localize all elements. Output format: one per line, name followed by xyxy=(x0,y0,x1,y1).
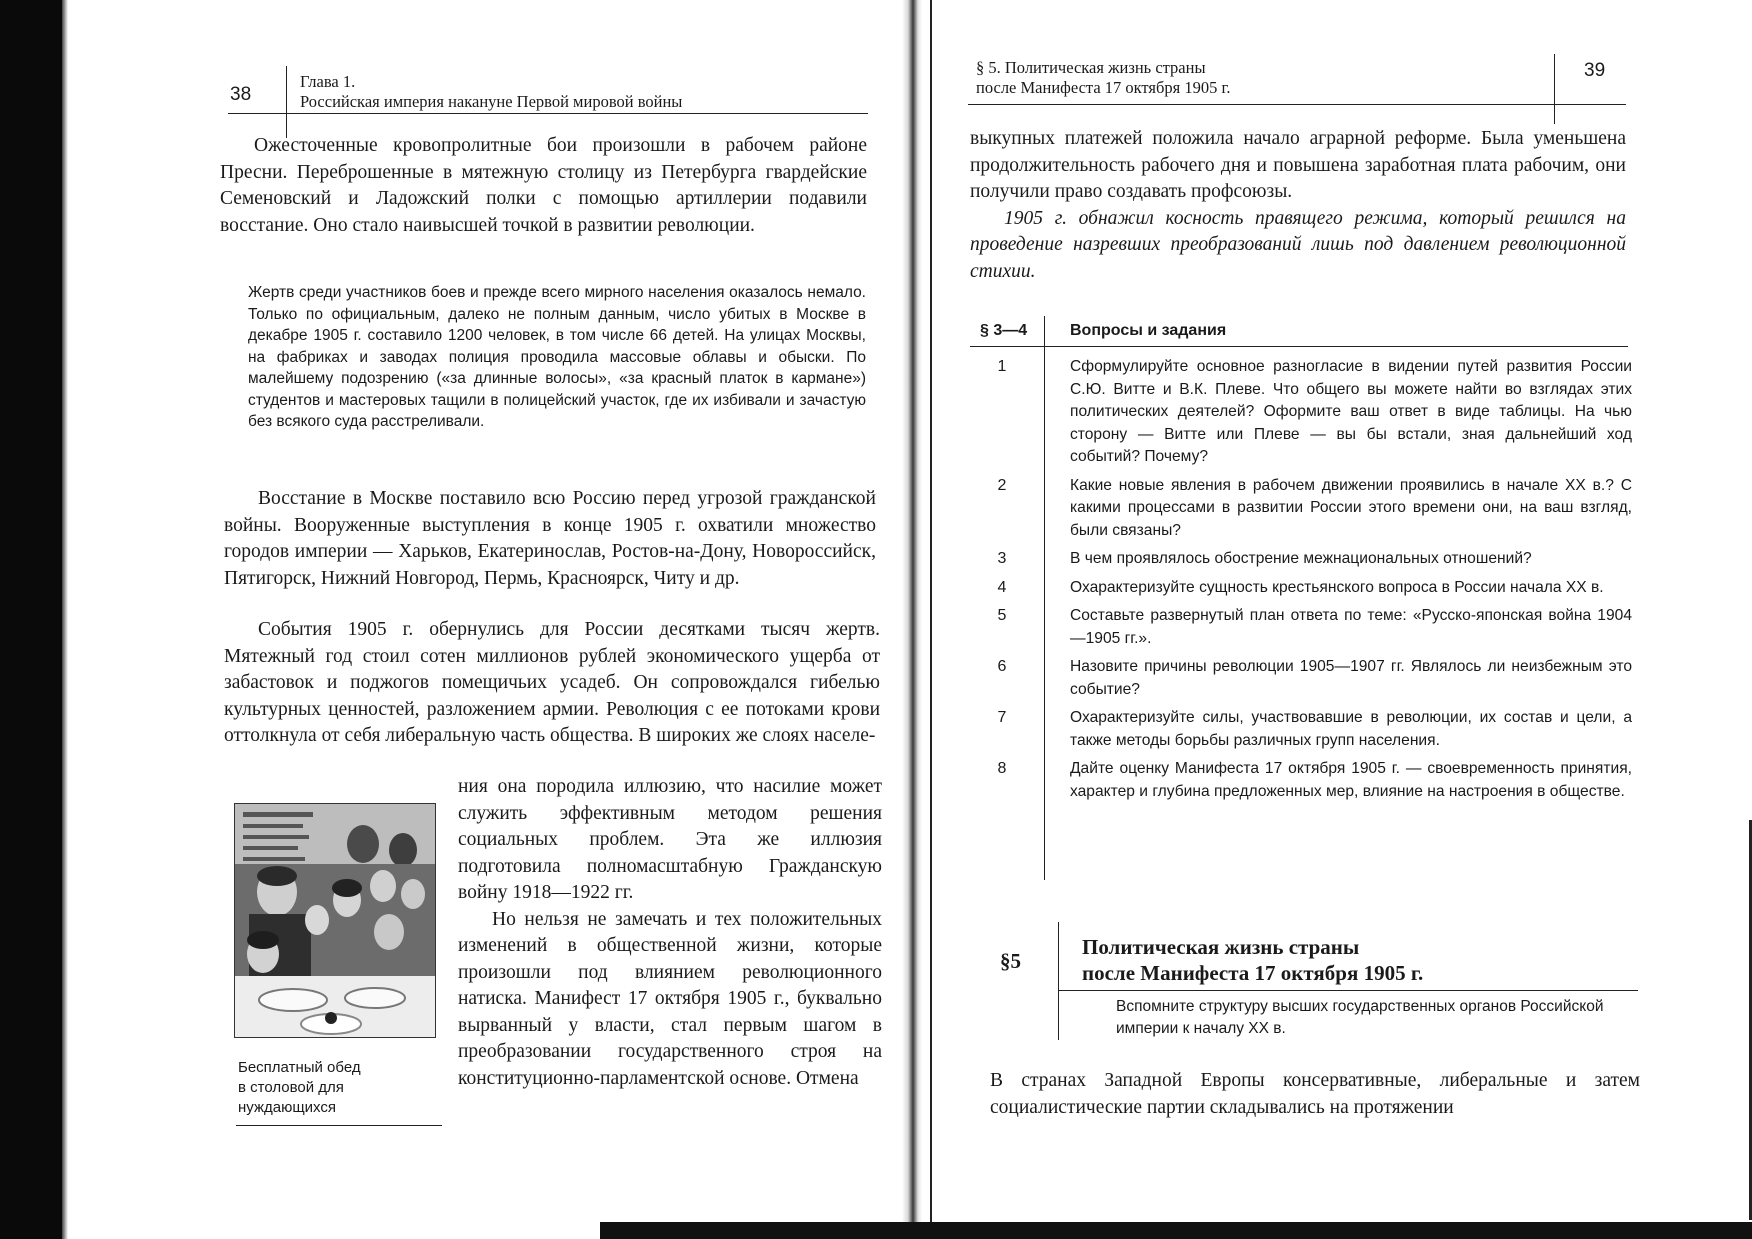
section-column-divider xyxy=(1058,922,1059,1040)
question-number: 3 xyxy=(997,550,1007,567)
right-header-divider xyxy=(1554,54,1555,124)
right-header-line-1: § 5. Политическая жизнь страны xyxy=(976,58,1206,77)
left-small-para: Жертв среди участников боев и прежде всего мирного населения оказалось немало. Только по официальным, далеко не полным данным, число убитых в Москве в декабре 1905 г. составило 1200 человек, в том числе 66 детей. На улицах Москвы, на фабриках и заводах полиция проводила массовые облавы и обыски. По малейшему подозрению («за длинные волосы», «за красный платок в кармане») студентов и мастеровых тащили в полицейский участок, где их избивали и зачастую без всякого суда расстреливали. xyxy=(248,284,866,430)
left-para-2: Восстание в Москве поставило всю Россию перед угрозой гражданской войны. Вооруженные выступления в конце 1905 г. охватили множество городов империи — Харьков, Екатеринослав, Ростов-на-Дону, Новороссийск, Пятигорск, Нижний Новгород, Пермь, Красноярск, Читу и др. xyxy=(224,488,876,589)
book-spine xyxy=(902,0,922,1239)
question-row xyxy=(968,548,1632,571)
right-final-para: В странах Западной Европы консервативные, либеральные и затем социалистические партии складывались на протяжении xyxy=(990,1070,1640,1118)
section-title-line-1: Политическая жизнь страны xyxy=(1082,935,1360,959)
photo-caption-line: в столовой для xyxy=(238,1079,344,1096)
question-text: Составьте развернутый план ответа по теме: «Русско-японская война 1904—1905 гг.». xyxy=(1070,607,1632,647)
question-number: 1 xyxy=(997,358,1007,375)
questions-title: Вопросы и задания xyxy=(1070,322,1227,339)
question-row xyxy=(968,758,1632,803)
left-page-number: 38 xyxy=(230,84,252,105)
questions-table xyxy=(968,322,1632,809)
questions-list xyxy=(968,356,1632,803)
question-text: Охарактеризуйте сущность крестьянского вопроса в России начала XX в. xyxy=(1070,578,1604,596)
question-text: Дайте оценку Манифеста 17 октября 1905 г. — своевременность принятия, характер и глубина предложенных мер, влияние на настроения в обществе. xyxy=(1070,760,1632,800)
question-row xyxy=(968,656,1632,701)
question-number: 7 xyxy=(997,709,1007,726)
photo-caption-line: нуждающихся xyxy=(238,1099,337,1116)
question-number: 2 xyxy=(997,476,1007,494)
left-para-2-block xyxy=(224,486,876,592)
section-title xyxy=(1082,934,1423,986)
question-text: Какие новые явления в рабочем движении проявились в начале XX в.? С какими процессами в развитии России этого времени они, на ваш взгляд, были связаны? xyxy=(1070,476,1632,539)
scan-left-edge xyxy=(0,0,62,1239)
recall-prompt: Вспомните структуру высших государственных органов Российской империи к началу XX в. xyxy=(1116,998,1604,1037)
left-small-para-block xyxy=(248,282,866,433)
question-row xyxy=(968,475,1632,543)
left-running-header xyxy=(300,72,682,112)
questions-header xyxy=(968,322,1632,356)
left-para-3-block xyxy=(224,617,880,750)
section-number: §5 xyxy=(1000,949,1021,973)
question-number: 6 xyxy=(997,658,1007,675)
spine-line xyxy=(930,0,932,1239)
photo-caption-line: Бесплатный обед xyxy=(238,1059,361,1076)
left-para-1: Ожесточенные кровопролитные бои произошли в рабочем районе Пресни. Переброшенные в мятежную столицу из Петербурга гвардейские Семеновский и Ладожский полки с помощью артиллерии подавили восстание. Оно стало наивысшей точкой в развитии революции. xyxy=(220,135,867,236)
question-number: 4 xyxy=(997,578,1007,596)
section-title-line-2: после Манифеста 17 октября 1905 г. xyxy=(1082,961,1424,985)
right-page-number: 39 xyxy=(1584,60,1606,81)
question-text: Охарактеризуйте силы, участвовавшие в революции, их состав и цели, а также методы борьбы различных групп населения. xyxy=(1070,709,1632,749)
left-para-1-block xyxy=(220,133,867,239)
section-title-rule xyxy=(1058,990,1638,991)
question-text: Сформулируйте основное разногласие в видении путей развития России С.Ю. Витте и В.К. Плеве. Что общего вы можете найти во взглядах этих политических деятелей? Оформите ваш ответ в виде таблицы. На чью сторону — Витте или Плеве — вы бы встали, зная дальнейший ход событий? Почему? xyxy=(1070,358,1632,465)
chapter-title: Российская империя накануне Первой мировой войны xyxy=(300,92,683,111)
left-header-divider xyxy=(286,66,287,138)
caption-rule xyxy=(236,1125,442,1126)
chapter-label: Глава 1. xyxy=(300,72,356,91)
soup-kitchen-photo xyxy=(234,803,436,1038)
left-para-4: Но нельзя не замечать и тех положительных изменений в общественной жизни, которые произошли под влиянием революционного натиска. Манифест 17 октября 1905 г., буквально вырванный у власти, стал первым шагом в преобразовании государственного строя на конституционно-парламентской основе. Отмена xyxy=(458,908,882,1089)
left-header-rule xyxy=(228,113,868,114)
question-text: Назовите причины революции 1905—1907 гг. Являлось ли неизбежным это событие? xyxy=(1070,658,1632,698)
left-para-3: События 1905 г. обернулись для России десятками тысяч жертв. Мятежный год стоил сотен миллионов рублей экономического ущерба от забастовок и поджогов помещичьих усадеб. Он сопровождался гибелью культурных ценностей, разложением армии. Революция с ее потоками крови оттолкнула от себя либеральную часть общества. В широких же слоях населе- xyxy=(224,619,880,746)
questions-section-ref: § 3—4 xyxy=(980,322,1028,339)
question-number: 5 xyxy=(997,607,1007,624)
left-para-3-continued: ния она породила иллюзию, что насилие может служить эффективным методом решения социальных проблем. Эта же иллюзия подготовила полномасштабную Гражданскую войну 1918—1922 гг. xyxy=(458,776,882,903)
questions-header-rule xyxy=(970,346,1628,347)
question-row xyxy=(968,605,1632,650)
question-row xyxy=(968,577,1632,600)
questions-column-divider xyxy=(1044,316,1045,880)
question-number: 8 xyxy=(997,760,1007,777)
right-para-1: выкупных платежей положила начало аграрной реформе. Была уменьшена продолжительность рабочего дня и повышена заработная плата рабочим, они получили право создавать профсоюзы. xyxy=(970,128,1626,202)
scan-bottom-edge xyxy=(600,1222,1752,1239)
question-row xyxy=(968,356,1632,469)
question-row xyxy=(968,707,1632,752)
question-text: В чем проявлялось обострение межнациональных отношений? xyxy=(1070,550,1532,567)
photo-image xyxy=(235,804,435,1037)
right-para-1-block xyxy=(970,126,1626,285)
left-narrow-column xyxy=(458,774,882,1092)
photo-caption xyxy=(238,1058,361,1118)
right-running-header xyxy=(976,58,1231,98)
right-final-para-block xyxy=(990,1068,1640,1121)
right-para-2: 1905 г. обнажил косность правящего режима, который решился на проведение назревших преобразований лишь под давлением революционной стихии. xyxy=(970,207,1626,282)
right-header-line-2: после Манифеста 17 октября 1905 г. xyxy=(976,78,1231,97)
right-header-rule xyxy=(968,104,1626,105)
